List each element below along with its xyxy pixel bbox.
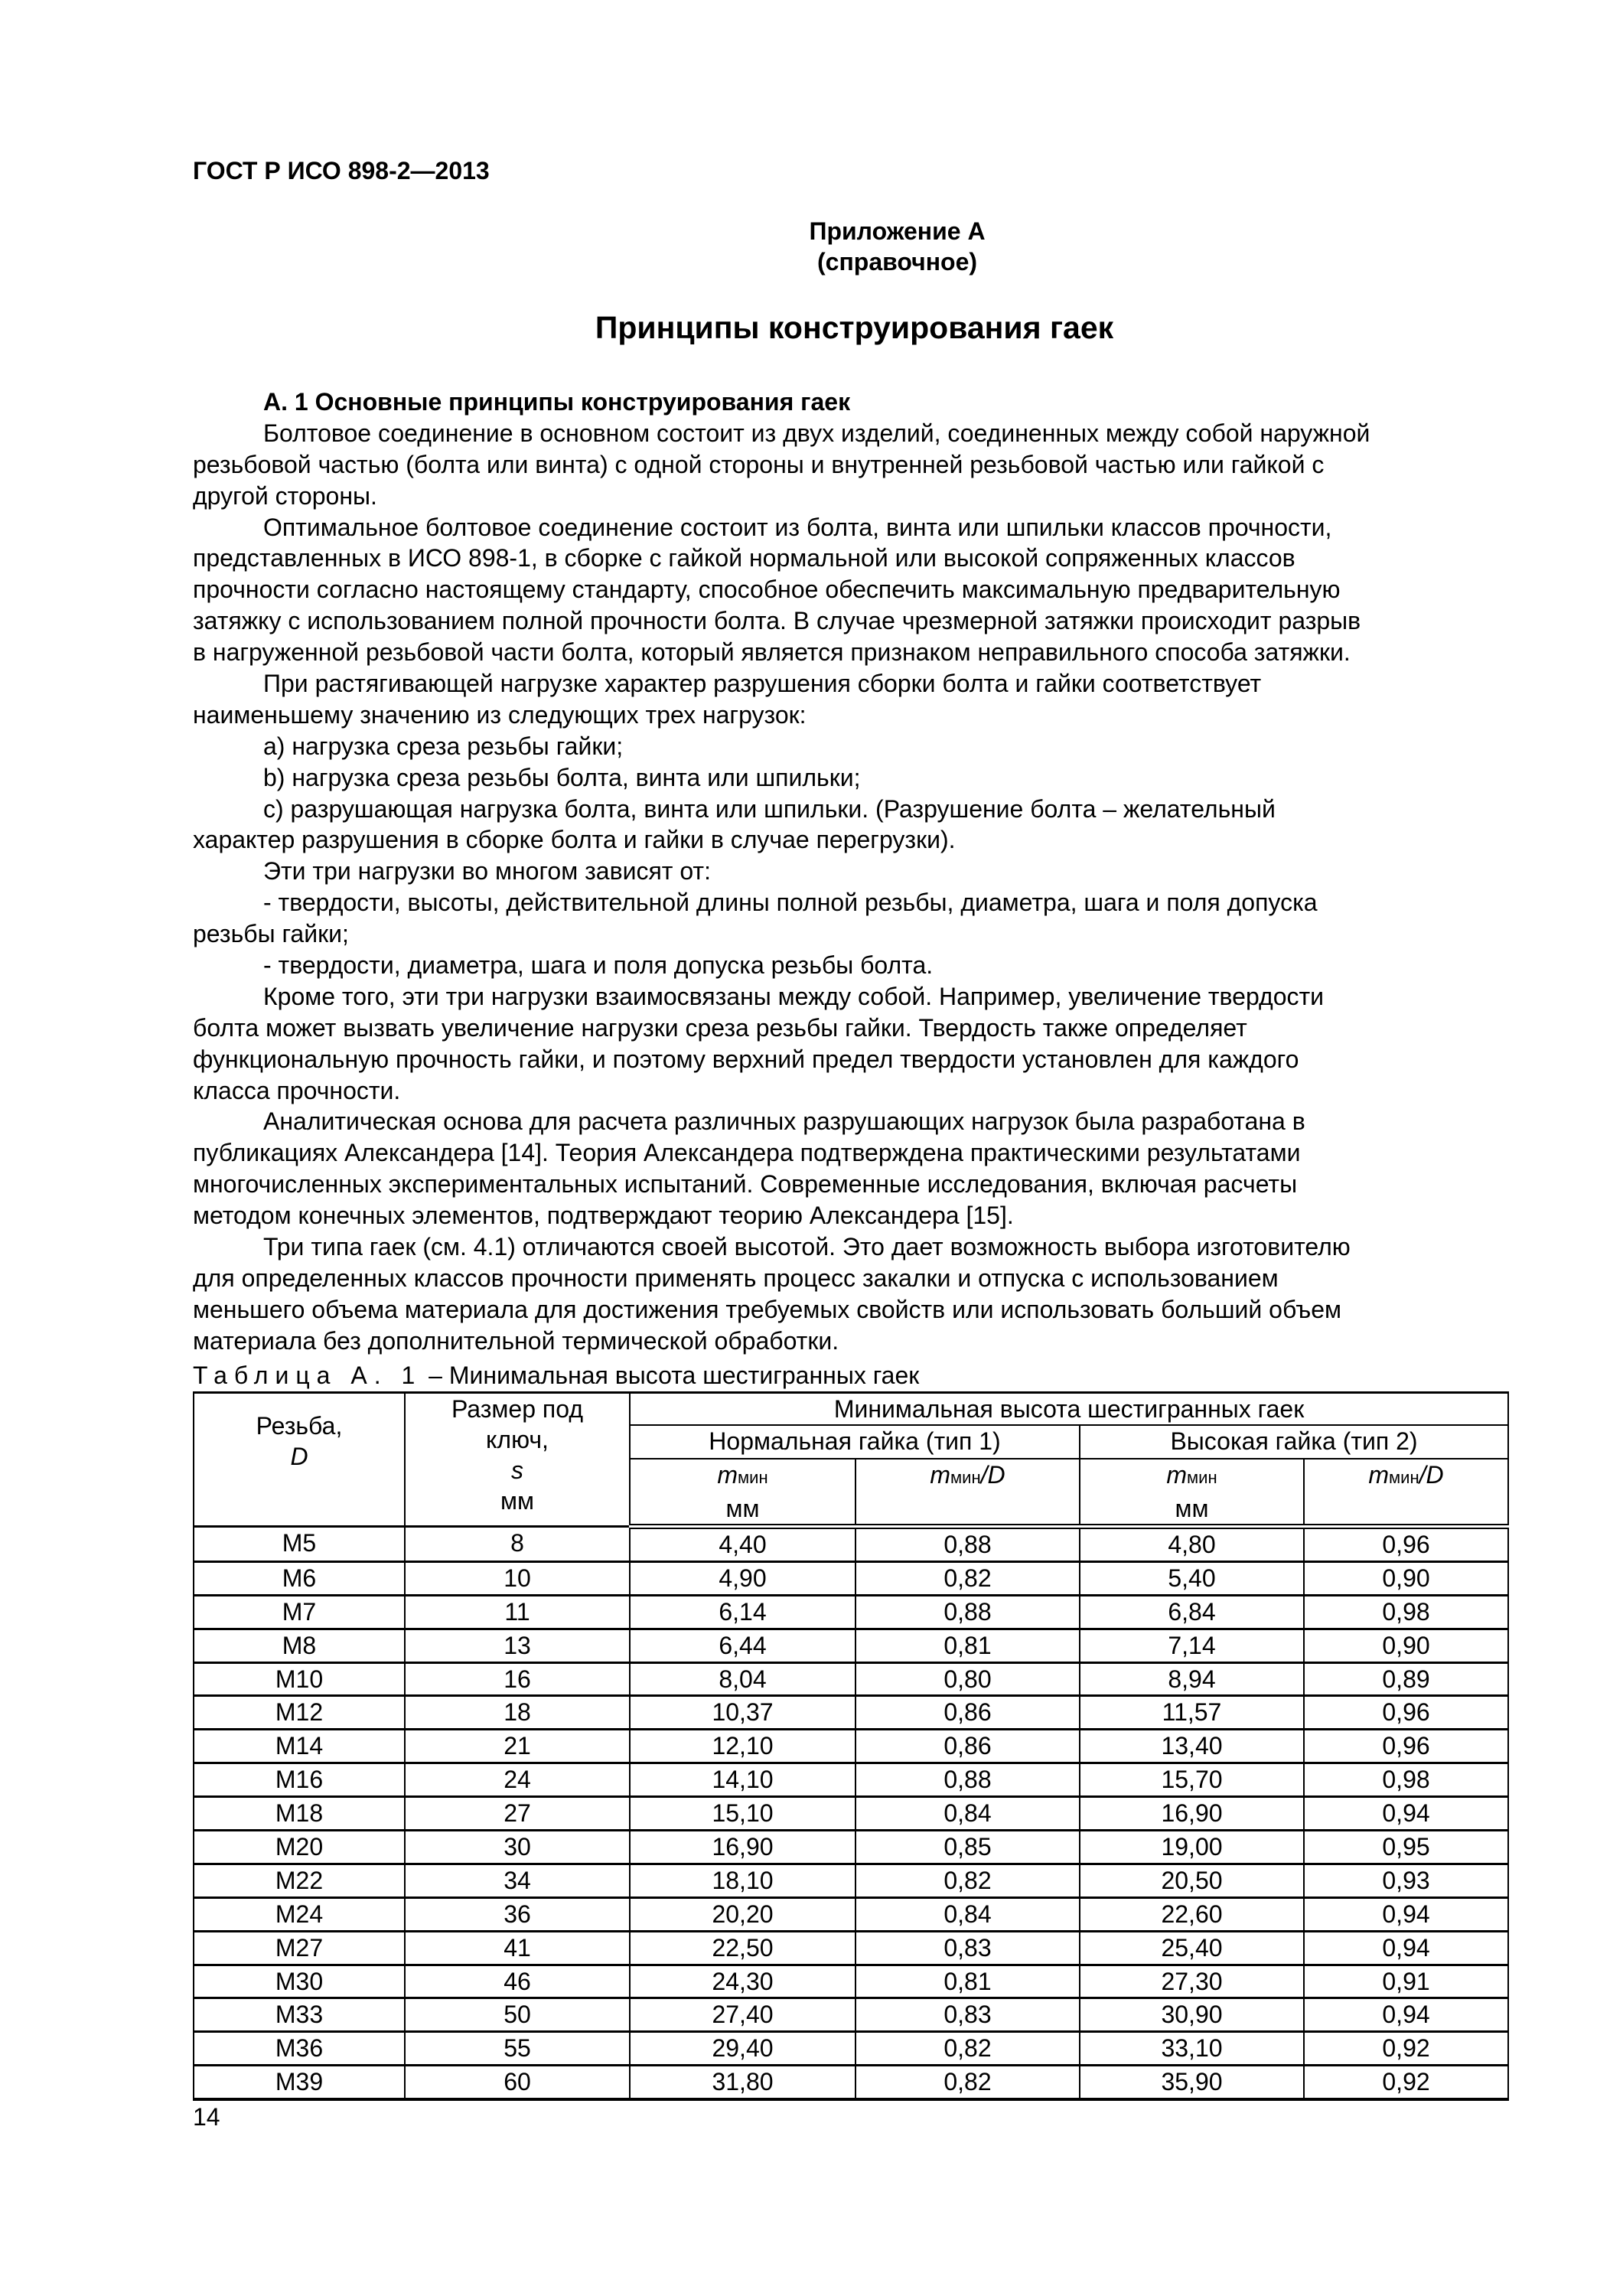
table-row <box>194 1797 1508 1831</box>
cell-high-mmin: 13,40 <box>1080 1730 1304 1763</box>
text-line: многочисленных экспериментальных испытаний. Современные исследования, включая расчеты <box>193 1170 1298 1199</box>
cell-high-mmin: 6,84 <box>1080 1595 1304 1629</box>
cell-high-ratio: 0,89 <box>1304 1662 1508 1696</box>
cell-high-mmin: 35,90 <box>1080 2066 1304 2099</box>
cell-normal-mmin: 18,10 <box>630 1864 855 1897</box>
table-row <box>194 1965 1508 1998</box>
cell-normal-mmin: 29,40 <box>630 2032 855 2066</box>
cell-wrench-size: 36 <box>405 1897 630 1931</box>
text-line: публикациях Александера [14]. Теория Александера подтверждена практическими результатами <box>193 1139 1301 1167</box>
cell-high-mmin: 20,50 <box>1080 1864 1304 1897</box>
cell-normal-ratio: 0,81 <box>855 1965 1080 1998</box>
text-line: с) разрушающая нагрузка болта, винта или шпильки. (Разрушение болта – желательный <box>263 794 1276 823</box>
cell-normal-ratio: 0,82 <box>855 1864 1080 1897</box>
annex-type: (справочное) <box>816 248 978 276</box>
cell-thread: М33 <box>194 1998 405 2032</box>
cell-high-ratio: 0,96 <box>1304 1696 1508 1730</box>
table-row <box>194 1831 1508 1864</box>
cell-normal-mmin: 31,80 <box>630 2066 855 2099</box>
table-row <box>194 2066 1508 2099</box>
cell-normal-ratio: 0,82 <box>855 1561 1080 1595</box>
cell-thread: М8 <box>194 1629 405 1662</box>
header-normal-ratio <box>855 1459 1080 1527</box>
header-wrench-size <box>405 1393 630 1527</box>
m-symbol: m <box>1368 1461 1390 1489</box>
text-line: функциональную прочность гайки, и поэтому верхний предел твердости установлен для каждого <box>193 1045 1299 1073</box>
cell-thread: М20 <box>194 1831 405 1864</box>
cell-normal-mmin: 15,10 <box>630 1797 855 1831</box>
table-row <box>194 1864 1508 1897</box>
cell-high-mmin: 16,90 <box>1080 1797 1304 1831</box>
text-line: затяжку с использованием полной прочности болта. В случае чрезмерной затяжки происходит разрыв <box>193 607 1361 635</box>
header-wrench-label1: Размер под <box>451 1395 583 1423</box>
table-row <box>194 1561 1508 1595</box>
cell-thread: М16 <box>194 1763 405 1797</box>
cell-normal-mmin: 4,40 <box>630 1527 855 1562</box>
header-unit: мм <box>725 1495 760 1522</box>
header-wrench-label2: ключ, <box>486 1426 549 1453</box>
cell-high-ratio: 0,94 <box>1304 1931 1508 1965</box>
cell-high-ratio: 0,94 <box>1304 1897 1508 1931</box>
cell-normal-ratio: 0,82 <box>855 2066 1080 2099</box>
table-row <box>194 1595 1508 1629</box>
header-unit: мм <box>1175 1495 1209 1522</box>
cell-high-mmin: 30,90 <box>1080 1998 1304 2032</box>
cell-normal-ratio: 0,82 <box>855 2032 1080 2066</box>
table-caption <box>193 1360 919 1391</box>
ratio-suffix: /D <box>980 1461 1005 1489</box>
page-title <box>0 310 1623 346</box>
table-row <box>194 1730 1508 1763</box>
cell-wrench-size: 13 <box>405 1629 630 1662</box>
header-min-height-group: Минимальная высота шестигранных гаек <box>630 1393 1508 1426</box>
text-line: Эти три нагрузки во многом зависят от: <box>263 857 711 885</box>
cell-normal-ratio: 0,84 <box>855 1797 1080 1831</box>
cell-wrench-size: 30 <box>405 1831 630 1864</box>
cell-wrench-size: 27 <box>405 1797 630 1831</box>
cell-high-mmin: 15,70 <box>1080 1763 1304 1797</box>
text-line: материала без дополнительной термической обработки. <box>193 1326 839 1355</box>
table-caption-text: – Минимальная высота шестигранных гаек <box>422 1362 920 1389</box>
table-row <box>194 2032 1508 2066</box>
annex-heading <box>0 216 1623 277</box>
cell-normal-mmin: 12,10 <box>630 1730 855 1763</box>
header-thread <box>194 1393 405 1527</box>
text-line: а) нагрузка среза резьбы гайки; <box>263 732 624 760</box>
cell-thread: М7 <box>194 1595 405 1629</box>
text-line: Аналитическая основа для расчета различных разрушающих нагрузок была разработана в <box>263 1107 1305 1136</box>
header-wrench-unit: мм <box>500 1487 534 1515</box>
section-body <box>193 386 1509 1357</box>
cell-normal-mmin: 6,14 <box>630 1595 855 1629</box>
cell-high-ratio: 0,96 <box>1304 1730 1508 1763</box>
cell-thread: М14 <box>194 1730 405 1763</box>
text-line: меньшего объема материала для достижения требуемых свойств или использовать больший объем <box>193 1295 1342 1323</box>
cell-wrench-size: 18 <box>405 1696 630 1730</box>
text-line: в нагруженной резьбовой части болта, который является признаком неправильного способа затяжки. <box>193 638 1351 667</box>
cell-high-ratio: 0,90 <box>1304 1561 1508 1595</box>
cell-thread: М12 <box>194 1696 405 1730</box>
section-paragraphs <box>193 418 1509 1357</box>
cell-wrench-size: 8 <box>405 1527 630 1562</box>
text-line: наименьшему значению из следующих трех нагрузок: <box>193 700 807 729</box>
text-line: Три типа гаек (см. 4.1) отличаются своей высотой. Это дает возможность выбора изготовителю <box>263 1233 1351 1261</box>
text-line: Болтовое соединение в основном состоит из двух изделий, соединенных между собой наружной <box>263 419 1370 447</box>
cell-normal-mmin: 4,90 <box>630 1561 855 1595</box>
header-thread-label: Резьба, <box>256 1412 343 1440</box>
cell-normal-mmin: 10,37 <box>630 1696 855 1730</box>
cell-high-mmin: 27,30 <box>1080 1965 1304 1998</box>
text-line: класса прочности. <box>193 1076 401 1104</box>
cell-high-ratio: 0,94 <box>1304 1998 1508 2032</box>
header-high-mmin <box>1080 1459 1304 1527</box>
cell-high-ratio: 0,98 <box>1304 1763 1508 1797</box>
cell-thread: М27 <box>194 1931 405 1965</box>
page-number: 14 <box>193 2103 220 2131</box>
cell-normal-ratio: 0,83 <box>855 1931 1080 1965</box>
cell-normal-ratio: 0,88 <box>855 1763 1080 1797</box>
cell-wrench-size: 10 <box>405 1561 630 1595</box>
cell-thread: М30 <box>194 1965 405 1998</box>
ratio-suffix: /D <box>1419 1461 1444 1489</box>
cell-high-ratio: 0,96 <box>1304 1527 1508 1562</box>
cell-normal-ratio: 0,84 <box>855 1897 1080 1931</box>
table-row <box>194 1998 1508 2032</box>
cell-normal-ratio: 0,86 <box>855 1730 1080 1763</box>
cell-wrench-size: 11 <box>405 1595 630 1629</box>
cell-high-ratio: 0,95 <box>1304 1831 1508 1864</box>
cell-normal-ratio: 0,88 <box>855 1595 1080 1629</box>
header-normal-mmin <box>630 1459 855 1527</box>
cell-wrench-size: 21 <box>405 1730 630 1763</box>
table-body <box>194 1527 1508 2100</box>
cell-high-mmin: 5,40 <box>1080 1561 1304 1595</box>
section-heading: А. 1 Основные принципы конструирования гаек <box>263 388 851 416</box>
cell-thread: М18 <box>194 1797 405 1831</box>
cell-normal-mmin: 27,40 <box>630 1998 855 2032</box>
cell-thread: М5 <box>194 1527 405 1562</box>
cell-high-mmin: 7,14 <box>1080 1629 1304 1662</box>
text-line: Кроме того, эти три нагрузки взаимосвязаны между собой. Например, увеличение твердости <box>263 982 1325 1010</box>
table-row <box>194 1763 1508 1797</box>
header-normal-nut: Нормальная гайка (тип 1) <box>630 1425 1080 1459</box>
cell-thread: М24 <box>194 1897 405 1931</box>
cell-wrench-size: 46 <box>405 1965 630 1998</box>
document-code: ГОСТ Р ИСО 898-2—2013 <box>193 157 490 184</box>
cell-high-ratio: 0,91 <box>1304 1965 1508 1998</box>
m-symbol: m <box>930 1461 951 1489</box>
cell-normal-mmin: 20,20 <box>630 1897 855 1931</box>
m-symbol: m <box>1166 1461 1188 1489</box>
text-line: методом конечных элементов, подтверждают теорию Александера [15]. <box>193 1202 1014 1230</box>
min-subscript: мин <box>1389 1468 1419 1487</box>
cell-high-ratio: 0,92 <box>1304 2066 1508 2099</box>
cell-normal-mmin: 22,50 <box>630 1931 855 1965</box>
page-title-text: Принципы конструирования гаек <box>595 310 1114 345</box>
cell-normal-ratio: 0,88 <box>855 1527 1080 1562</box>
text-line: - твердости, диаметра, шага и поля допуска резьбы болта. <box>263 951 934 980</box>
nut-height-table <box>193 1391 1509 2101</box>
text-line: характер разрушения в сборке болта и гайки в случае перегрузки). <box>193 826 956 854</box>
text-line: другой стороны. <box>193 481 377 510</box>
min-subscript: мин <box>1187 1468 1217 1487</box>
text-line: Оптимальное болтовое соединение состоит из болта, винта или шпильки классов прочности, <box>263 513 1332 541</box>
text-line: b) нагрузка среза резьбы болта, винта или шпильки; <box>263 763 861 791</box>
text-line: При растягивающей нагрузке характер разрушения сборки болта и гайки соответствует <box>263 670 1262 698</box>
cell-high-ratio: 0,94 <box>1304 1797 1508 1831</box>
cell-wrench-size: 41 <box>405 1931 630 1965</box>
cell-wrench-size: 24 <box>405 1763 630 1797</box>
table-row <box>194 1629 1508 1662</box>
cell-wrench-size: 50 <box>405 1998 630 2032</box>
cell-high-mmin: 22,60 <box>1080 1897 1304 1931</box>
cell-thread: М22 <box>194 1864 405 1897</box>
table-row <box>194 1696 1508 1730</box>
table-caption-prefix: Таблица А. 1 <box>193 1362 422 1389</box>
table-row <box>194 1897 1508 1931</box>
cell-normal-ratio: 0,85 <box>855 1831 1080 1864</box>
cell-normal-mmin: 8,04 <box>630 1662 855 1696</box>
cell-high-mmin: 19,00 <box>1080 1831 1304 1864</box>
cell-thread: М6 <box>194 1561 405 1595</box>
cell-wrench-size: 60 <box>405 2066 630 2099</box>
table-row <box>194 1662 1508 1696</box>
text-line: болта может вызвать увеличение нагрузки среза резьбы гайки. Твердость также определяет <box>193 1013 1247 1042</box>
cell-high-mmin: 33,10 <box>1080 2032 1304 2066</box>
cell-high-ratio: 0,90 <box>1304 1629 1508 1662</box>
annex-label: Приложение А <box>809 217 986 245</box>
cell-normal-ratio: 0,83 <box>855 1998 1080 2032</box>
cell-thread: М10 <box>194 1662 405 1696</box>
cell-high-mmin: 4,80 <box>1080 1527 1304 1562</box>
text-line: резьбы гайки; <box>193 920 349 948</box>
cell-normal-ratio: 0,86 <box>855 1696 1080 1730</box>
cell-high-ratio: 0,92 <box>1304 2032 1508 2066</box>
header-wrench-symbol: s <box>511 1456 523 1484</box>
table-row <box>194 1931 1508 1965</box>
min-subscript: мин <box>950 1468 981 1487</box>
text-line: - твердости, высоты, действительной длины полной резьбы, диаметра, шага и поля допуска <box>263 889 1318 917</box>
text-line: для определенных классов прочности применять процесс закалки и отпуска с использованием <box>193 1264 1279 1292</box>
cell-high-mmin: 25,40 <box>1080 1931 1304 1965</box>
cell-wrench-size: 55 <box>405 2032 630 2066</box>
cell-normal-mmin: 16,90 <box>630 1831 855 1864</box>
m-symbol: m <box>717 1461 738 1489</box>
cell-normal-mmin: 24,30 <box>630 1965 855 1998</box>
table-row <box>194 1527 1508 1562</box>
cell-normal-ratio: 0,80 <box>855 1662 1080 1696</box>
cell-normal-ratio: 0,81 <box>855 1629 1080 1662</box>
cell-thread: М39 <box>194 2066 405 2099</box>
cell-high-mmin: 11,57 <box>1080 1696 1304 1730</box>
cell-wrench-size: 34 <box>405 1864 630 1897</box>
cell-normal-mmin: 14,10 <box>630 1763 855 1797</box>
cell-normal-mmin: 6,44 <box>630 1629 855 1662</box>
text-line: резьбовой частью (болта или винта) с одной стороны и внутренней резьбовой частью или гайкой с <box>193 450 1325 478</box>
cell-high-ratio: 0,98 <box>1304 1595 1508 1629</box>
cell-wrench-size: 16 <box>405 1662 630 1696</box>
text-line: прочности согласно настоящему стандарту, способное обеспечить максимальную предварительную <box>193 576 1341 604</box>
header-high-nut: Высокая гайка (тип 2) <box>1080 1425 1508 1459</box>
header-high-ratio <box>1304 1459 1508 1527</box>
text-line: представленных в ИСО 898-1, в сборке с гайкой нормальной или высокой сопряженных классов <box>193 544 1295 572</box>
cell-high-mmin: 8,94 <box>1080 1662 1304 1696</box>
header-thread-symbol: D <box>290 1443 308 1470</box>
min-subscript: мин <box>738 1468 768 1487</box>
cell-thread: М36 <box>194 2032 405 2066</box>
cell-high-ratio: 0,93 <box>1304 1864 1508 1897</box>
